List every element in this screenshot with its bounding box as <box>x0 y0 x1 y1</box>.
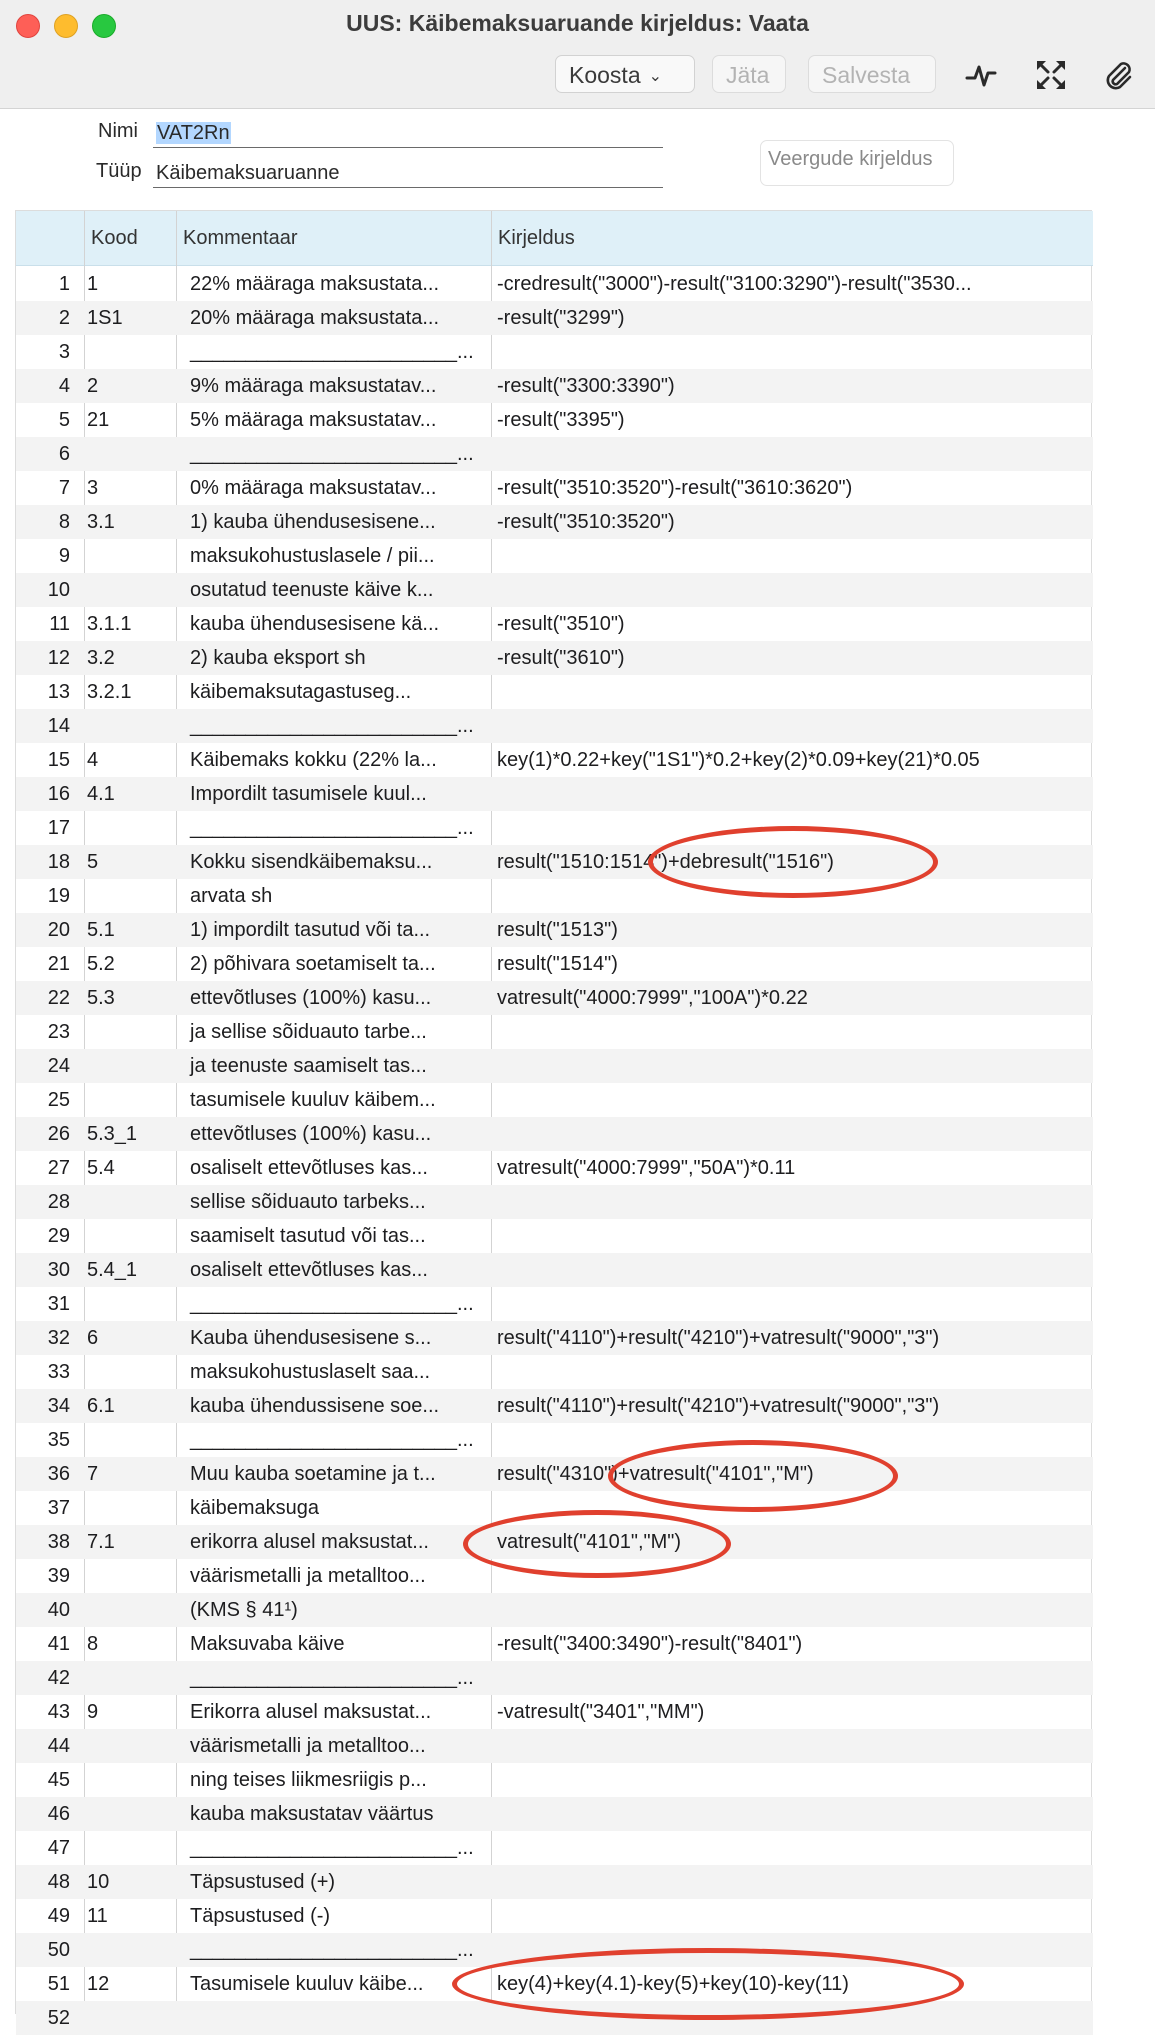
cell-kood <box>84 1015 176 1049</box>
paperclip-icon[interactable] <box>1101 58 1135 92</box>
cell-kommentaar: maksukohustuslaselt saa... <box>190 1361 431 1383</box>
cell-kirjeldus <box>491 777 1093 811</box>
cell-kirjeldus <box>491 811 1093 845</box>
table-row[interactable] <box>16 369 1093 403</box>
cell-kommentaar: Kokku sisendkäibemaksu... <box>190 851 433 873</box>
cell-kood <box>84 1797 176 1831</box>
cell-kood: 6 <box>87 1327 99 1349</box>
cell-kood: 5 <box>87 851 99 873</box>
cell-kood <box>84 1661 176 1695</box>
table-row[interactable] <box>16 709 1093 743</box>
row-number: 20 <box>47 919 70 941</box>
cell-kirjeldus <box>491 1797 1093 1831</box>
cell-kood: 4.1 <box>87 783 115 805</box>
table-row[interactable] <box>16 1525 1093 1559</box>
cell-kommentaar: Täpsustused (+) <box>190 1871 336 1893</box>
cell-kommentaar: käibemaksuga <box>190 1497 319 1519</box>
cell-kommentaar: saamiselt tasutud või tas... <box>190 1225 426 1247</box>
cell-kirjeldus: result("1514") <box>497 953 618 975</box>
cell-kommentaar: ettevõtluses (100%) kasu... <box>190 1123 432 1145</box>
cell-kood: 6.1 <box>87 1395 115 1417</box>
cell-kirjeldus <box>491 1593 1093 1627</box>
cell-kommentaar: Käibemaks kokku (22% la... <box>190 749 437 771</box>
cell-kirjeldus <box>491 1355 1093 1389</box>
table-row[interactable] <box>16 1729 1093 1763</box>
cell-kood <box>84 879 176 913</box>
row-number: 50 <box>47 1939 70 1961</box>
table-row[interactable] <box>16 607 1093 641</box>
cell-kommentaar: ________________________... <box>190 1837 474 1859</box>
cell-kood <box>84 1831 176 1865</box>
cell-kirjeldus: vatresult("4000:7999","50A")*0.11 <box>497 1157 796 1179</box>
table-row[interactable] <box>16 539 1093 573</box>
cell-kood <box>84 1287 176 1321</box>
cell-kommentaar: 1) impordilt tasutud või ta... <box>190 919 431 941</box>
cell-kood: 5.4 <box>87 1157 115 1179</box>
cell-kirjeldus <box>491 709 1093 743</box>
row-number: 14 <box>47 715 70 737</box>
cell-kirjeldus: key(4)+key(4.1)-key(5)+key(10)-key(11) <box>497 1973 849 1995</box>
cell-kood <box>84 1049 176 1083</box>
cell-kirjeldus <box>491 1729 1093 1763</box>
table-row[interactable] <box>16 403 1093 437</box>
row-number: 46 <box>47 1803 70 1825</box>
table-row[interactable] <box>16 1593 1093 1627</box>
table-row[interactable] <box>16 1933 1093 1967</box>
row-number: 44 <box>47 1735 70 1757</box>
cell-kommentaar: Kauba ühendusesisene s... <box>190 1327 432 1349</box>
row-number: 28 <box>47 1191 70 1213</box>
cell-kirjeldus <box>491 539 1093 573</box>
cell-kood: 9 <box>87 1701 99 1723</box>
cell-kirjeldus <box>491 573 1093 607</box>
table-row[interactable] <box>16 1219 1093 1253</box>
table-row[interactable] <box>16 1151 1093 1185</box>
cell-kood <box>84 1729 176 1763</box>
header-kommentaar[interactable]: Kommentaar <box>183 227 298 249</box>
row-number: 42 <box>47 1667 70 1689</box>
cell-kirjeldus <box>491 1287 1093 1321</box>
cell-kood: 7 <box>87 1463 99 1485</box>
row-number: 52 <box>47 2007 70 2029</box>
cell-kommentaar: kauba maksustatav väärtus <box>190 1803 434 1825</box>
table-row[interactable] <box>16 641 1093 675</box>
cell-kommentaar: kauba ühendussisene soe... <box>190 1395 440 1417</box>
table-row[interactable] <box>16 1899 1093 1933</box>
cell-kommentaar: 9% määraga maksustatav... <box>190 375 437 397</box>
nimi-input[interactable] <box>156 120 231 146</box>
table-row[interactable] <box>16 675 1093 709</box>
chevron-down-icon: ⌄ <box>648 68 663 85</box>
row-number: 29 <box>47 1225 70 1247</box>
cell-kood: 5.1 <box>87 919 115 941</box>
cell-kommentaar: ________________________... <box>190 1667 474 1689</box>
tyyp-input[interactable]: Käibemaksuaruanne <box>156 162 340 184</box>
cell-kommentaar: osaliselt ettevõtluses kas... <box>190 1157 428 1179</box>
cell-kirjeldus <box>491 1423 1093 1457</box>
cell-kood: 3.2.1 <box>87 681 132 703</box>
row-number: 18 <box>47 851 70 873</box>
table-row[interactable] <box>16 879 1093 913</box>
row-number: 40 <box>47 1599 70 1621</box>
cell-kommentaar: Erikorra alusel maksustat... <box>190 1701 432 1723</box>
table-row[interactable] <box>16 811 1093 845</box>
cell-kirjeldus <box>491 1117 1093 1151</box>
cell-kood: 3.1.1 <box>87 613 132 635</box>
row-number: 32 <box>47 1327 70 1349</box>
table-row[interactable] <box>16 845 1093 879</box>
cell-kirjeldus <box>491 1899 1093 1933</box>
header-kood[interactable]: Kood <box>91 227 138 249</box>
cell-kirjeldus: result("4110")+result("4210")+vatresult("9000","3") <box>497 1327 940 1349</box>
cell-kommentaar: 1) kauba ühendusesisene... <box>190 511 436 533</box>
cell-kommentaar: ________________________... <box>190 443 474 465</box>
row-number: 37 <box>47 1497 70 1519</box>
cell-kommentaar <box>176 2001 491 2035</box>
row-number: 8 <box>58 511 70 533</box>
cell-kirjeldus: -vatresult("3401","MM") <box>497 1701 705 1723</box>
cell-kood <box>84 811 176 845</box>
cell-kood <box>84 1491 176 1525</box>
veergude-kirjeldus-button[interactable]: Veergude kirjeldus <box>760 140 954 186</box>
cell-kirjeldus: key(1)*0.22+key("1S1")*0.2+key(2)*0.09+key(21)*0.05 <box>497 749 980 771</box>
cell-kirjeldus <box>491 1049 1093 1083</box>
row-number: 36 <box>47 1463 70 1485</box>
row-number: 11 <box>49 613 70 635</box>
table-row[interactable] <box>16 1797 1093 1831</box>
koosta-button[interactable] <box>555 55 695 93</box>
row-number: 49 <box>47 1905 70 1927</box>
cell-kommentaar: 0% määraga maksustatav... <box>190 477 437 499</box>
table-row[interactable] <box>16 505 1093 539</box>
table-row[interactable] <box>16 301 1093 335</box>
cell-kirjeldus <box>491 335 1093 369</box>
cell-kommentaar: ning teises liikmesriigis p... <box>190 1769 427 1791</box>
cell-kirjeldus <box>491 1559 1093 1593</box>
cell-kood: 11 <box>87 1905 108 1927</box>
row-number: 12 <box>47 647 70 669</box>
cell-kommentaar: ________________________... <box>190 817 474 839</box>
table-row[interactable] <box>16 947 1093 981</box>
cell-kommentaar: osaliselt ettevõtluses kas... <box>190 1259 428 1281</box>
header-kirjeldus[interactable]: Kirjeldus <box>498 227 575 249</box>
cell-kood: 7.1 <box>87 1531 115 1553</box>
cell-kirjeldus <box>491 675 1093 709</box>
row-number: 6 <box>58 443 70 465</box>
row-number: 26 <box>47 1123 70 1145</box>
row-number: 48 <box>47 1871 70 1893</box>
table-row[interactable] <box>16 1627 1093 1661</box>
cell-kood <box>84 1355 176 1389</box>
cell-kood <box>84 1559 176 1593</box>
cell-kommentaar: 2) põhivara soetamiselt ta... <box>190 953 436 975</box>
nimi-label: Nimi <box>98 120 138 142</box>
cell-kommentaar: Täpsustused (-) <box>190 1905 331 1927</box>
title-bar <box>0 0 1155 109</box>
cell-kirjeldus: -result("3300:3390") <box>497 375 675 397</box>
row-number: 3 <box>58 341 70 363</box>
cell-kirjeldus: result("4110")+result("4210")+vatresult("9000","3") <box>497 1395 940 1417</box>
cell-kommentaar: Maksuvaba käive <box>190 1633 345 1655</box>
cell-kommentaar: osutatud teenuste käive k... <box>190 579 434 601</box>
cell-kommentaar: 22% määraga maksustata... <box>190 273 440 295</box>
row-number: 1 <box>58 273 70 295</box>
cell-kommentaar: väärismetalli ja metalltoo... <box>190 1565 426 1587</box>
nimi-underline <box>153 147 663 148</box>
row-number: 34 <box>47 1395 70 1417</box>
row-number: 43 <box>47 1701 70 1723</box>
nimi-value: VAT2Rn <box>157 122 230 144</box>
row-number: 21 <box>47 953 70 975</box>
table-row[interactable] <box>16 1049 1093 1083</box>
cell-kirjeldus <box>491 437 1093 471</box>
table-row[interactable] <box>16 1763 1093 1797</box>
cell-kommentaar: väärismetalli ja metalltoo... <box>190 1735 426 1757</box>
cell-kirjeldus <box>491 1015 1093 1049</box>
cell-kood <box>84 1219 176 1253</box>
table-row[interactable] <box>16 1559 1093 1593</box>
table-row[interactable] <box>16 1083 1093 1117</box>
cell-kommentaar: Impordilt tasumisele kuul... <box>190 783 427 805</box>
row-number: 9 <box>58 545 70 567</box>
cell-kood <box>84 335 176 369</box>
cell-kirjeldus: -result("3400:3490")-result("8401") <box>497 1633 803 1655</box>
cell-kood: 5.4_1 <box>87 1259 138 1281</box>
cell-kood: 3.2 <box>87 647 115 669</box>
row-number: 7 <box>58 477 70 499</box>
row-number: 39 <box>47 1565 70 1587</box>
cell-kood: 21 <box>87 409 110 431</box>
cell-kommentaar: 2) kauba eksport sh <box>190 647 366 669</box>
cell-kood: 2 <box>87 375 99 397</box>
table-row[interactable] <box>16 981 1093 1015</box>
activity-icon[interactable] <box>964 58 998 92</box>
row-number: 27 <box>47 1157 70 1179</box>
row-number: 31 <box>47 1293 70 1315</box>
cell-kirjeldus: vatresult("4101","M") <box>497 1531 682 1553</box>
cell-kood: 10 <box>87 1871 110 1893</box>
cell-kood <box>84 539 176 573</box>
cell-kirjeldus: result("1513") <box>497 919 618 941</box>
cell-kommentaar: kauba ühendusesisene kä... <box>190 613 440 635</box>
cell-kommentaar: 5% määraga maksustatav... <box>190 409 437 431</box>
cell-kood <box>84 1423 176 1457</box>
report-table[interactable] <box>15 210 1092 2029</box>
tyyp-label: Tüüp <box>96 160 142 182</box>
row-number: 19 <box>47 885 70 907</box>
cell-kommentaar: ettevõtluses (100%) kasu... <box>190 987 432 1009</box>
table-row[interactable] <box>16 1355 1093 1389</box>
cell-kood: 1 <box>87 273 99 295</box>
table-row[interactable] <box>16 777 1093 811</box>
cell-kood <box>84 1185 176 1219</box>
cell-kood: 5.3 <box>87 987 115 1009</box>
table-row[interactable] <box>16 1117 1093 1151</box>
table-row[interactable] <box>16 1015 1093 1049</box>
table-row[interactable] <box>16 1321 1093 1355</box>
table-row[interactable] <box>16 1423 1093 1457</box>
cell-kirjeldus <box>491 1219 1093 1253</box>
row-number: 23 <box>47 1021 70 1043</box>
cell-kood: 12 <box>87 1973 110 1995</box>
cell-kommentaar: Tasumisele kuuluv käibe... <box>190 1973 424 1995</box>
cell-kirjeldus <box>491 1661 1093 1695</box>
table-row[interactable] <box>16 437 1093 471</box>
row-number: 17 <box>47 817 70 839</box>
cell-kirjeldus: -result("3299") <box>497 307 625 329</box>
cell-kood <box>84 1933 176 1967</box>
cell-kirjeldus: result("1510:1514")+debresult("1516") <box>497 851 834 873</box>
table-row[interactable] <box>16 913 1093 947</box>
cell-kirjeldus: -result("3610") <box>497 647 625 669</box>
cell-kommentaar: ________________________... <box>190 1939 474 1961</box>
table-row[interactable] <box>16 743 1093 777</box>
row-number: 5 <box>58 409 70 431</box>
cell-kirjeldus <box>491 1933 1093 1967</box>
table-row[interactable] <box>16 1389 1093 1423</box>
cell-kommentaar: maksukohustuslasele / pii... <box>190 545 435 567</box>
cell-kood <box>84 573 176 607</box>
table-row[interactable] <box>16 267 1093 301</box>
cell-kommentaar: (KMS § 41¹) <box>190 1599 298 1621</box>
fullscreen-icon[interactable] <box>1034 58 1068 92</box>
row-number: 45 <box>47 1769 70 1791</box>
window-title: UUS: Käibemaksuaruande kirjeldus: Vaata <box>346 10 809 36</box>
table-row[interactable] <box>16 1253 1093 1287</box>
row-number: 2 <box>58 307 70 329</box>
table-row[interactable] <box>16 573 1093 607</box>
row-number: 35 <box>47 1429 70 1451</box>
cell-kommentaar: tasumisele kuuluv käibem... <box>190 1089 436 1111</box>
cell-kirjeldus <box>491 1185 1093 1219</box>
koosta-label: Koosta <box>569 62 641 88</box>
row-number: 47 <box>47 1837 70 1859</box>
cell-kommentaar: käibemaksutagastuseg... <box>190 681 412 703</box>
table-row[interactable] <box>16 1695 1093 1729</box>
cell-kirjeldus: -credresult("3000")-result("3100:3290")-result("3530... <box>497 273 972 295</box>
cell-kirjeldus: vatresult("4000:7999","100A")*0.22 <box>497 987 808 1009</box>
cell-kood <box>84 1593 176 1627</box>
cell-kommentaar: sellise sõiduauto tarbeks... <box>190 1191 426 1213</box>
row-number: 30 <box>47 1259 70 1281</box>
table-row[interactable] <box>16 1661 1093 1695</box>
cell-kood: 5.2 <box>87 953 115 975</box>
cell-kirjeldus <box>491 1083 1093 1117</box>
row-number: 24 <box>47 1055 70 1077</box>
cell-kirjeldus: -result("3510:3520") <box>497 511 675 533</box>
cell-kommentaar: arvata sh <box>190 885 273 907</box>
tyyp-underline <box>153 187 663 188</box>
cell-kood <box>84 1763 176 1797</box>
cell-kood: 5.3_1 <box>87 1123 138 1145</box>
row-number: 15 <box>47 749 70 771</box>
row-number: 25 <box>47 1089 70 1111</box>
cell-kood: 3.1 <box>87 511 115 533</box>
cell-kommentaar: Muu kauba soetamine ja t... <box>190 1463 436 1485</box>
cell-kirjeldus: result("4310")+vatresult("4101","M") <box>497 1463 814 1485</box>
cell-kirjeldus: -result("3510:3520")-result("3610:3620") <box>497 477 853 499</box>
cell-kood: 3 <box>87 477 99 499</box>
row-number: 4 <box>58 375 70 397</box>
table-row[interactable] <box>16 1185 1093 1219</box>
table-row[interactable] <box>16 1865 1093 1899</box>
cell-kirjeldus <box>491 1253 1093 1287</box>
jata-button[interactable]: Jäta <box>712 55 786 93</box>
cell-kommentaar: ja sellise sõiduauto tarbe... <box>190 1021 427 1043</box>
cell-kirjeldus: -result("3395") <box>497 409 625 431</box>
table-row[interactable] <box>16 1287 1093 1321</box>
cell-kirjeldus <box>491 1763 1093 1797</box>
table-row[interactable] <box>16 335 1093 369</box>
cell-kirjeldus <box>491 879 1093 913</box>
cell-kommentaar: ________________________... <box>190 1293 474 1315</box>
cell-kirjeldus <box>491 1865 1093 1899</box>
row-number: 13 <box>47 681 70 703</box>
cell-kommentaar: ________________________... <box>190 341 474 363</box>
cell-kirjeldus <box>491 2001 1093 2035</box>
cell-kommentaar: erikorra alusel maksustat... <box>190 1531 429 1553</box>
table-row[interactable] <box>16 471 1093 505</box>
row-number: 41 <box>47 1633 70 1655</box>
row-number: 38 <box>47 1531 70 1553</box>
cell-kood: 1S1 <box>87 307 123 329</box>
cell-kood: 8 <box>87 1633 99 1655</box>
cell-kommentaar: 20% määraga maksustata... <box>190 307 440 329</box>
cell-kirjeldus <box>491 1491 1093 1525</box>
cell-kirjeldus <box>491 1831 1093 1865</box>
table-row[interactable] <box>16 1457 1093 1491</box>
cell-kommentaar: ________________________... <box>190 1429 474 1451</box>
row-number: 51 <box>47 1973 70 1995</box>
cell-kirjeldus: -result("3510") <box>497 613 625 635</box>
row-number: 10 <box>47 579 70 601</box>
row-number: 33 <box>47 1361 70 1383</box>
cell-kommentaar: ________________________... <box>190 715 474 737</box>
row-number: 16 <box>47 783 70 805</box>
table-row[interactable] <box>16 2001 1093 2035</box>
cell-kommentaar: ja teenuste saamiselt tas... <box>190 1055 427 1077</box>
cell-kood: 4 <box>87 749 99 771</box>
row-number: 22 <box>47 987 70 1009</box>
cell-kood <box>84 709 176 743</box>
salvesta-button[interactable]: Salvesta <box>808 55 936 93</box>
table-row[interactable] <box>16 1491 1093 1525</box>
table-row[interactable] <box>16 1831 1093 1865</box>
table-header <box>16 211 1093 266</box>
cell-kood <box>84 437 176 471</box>
table-row[interactable] <box>16 1967 1093 2001</box>
cell-kood <box>84 2001 176 2035</box>
cell-kood <box>84 1083 176 1117</box>
